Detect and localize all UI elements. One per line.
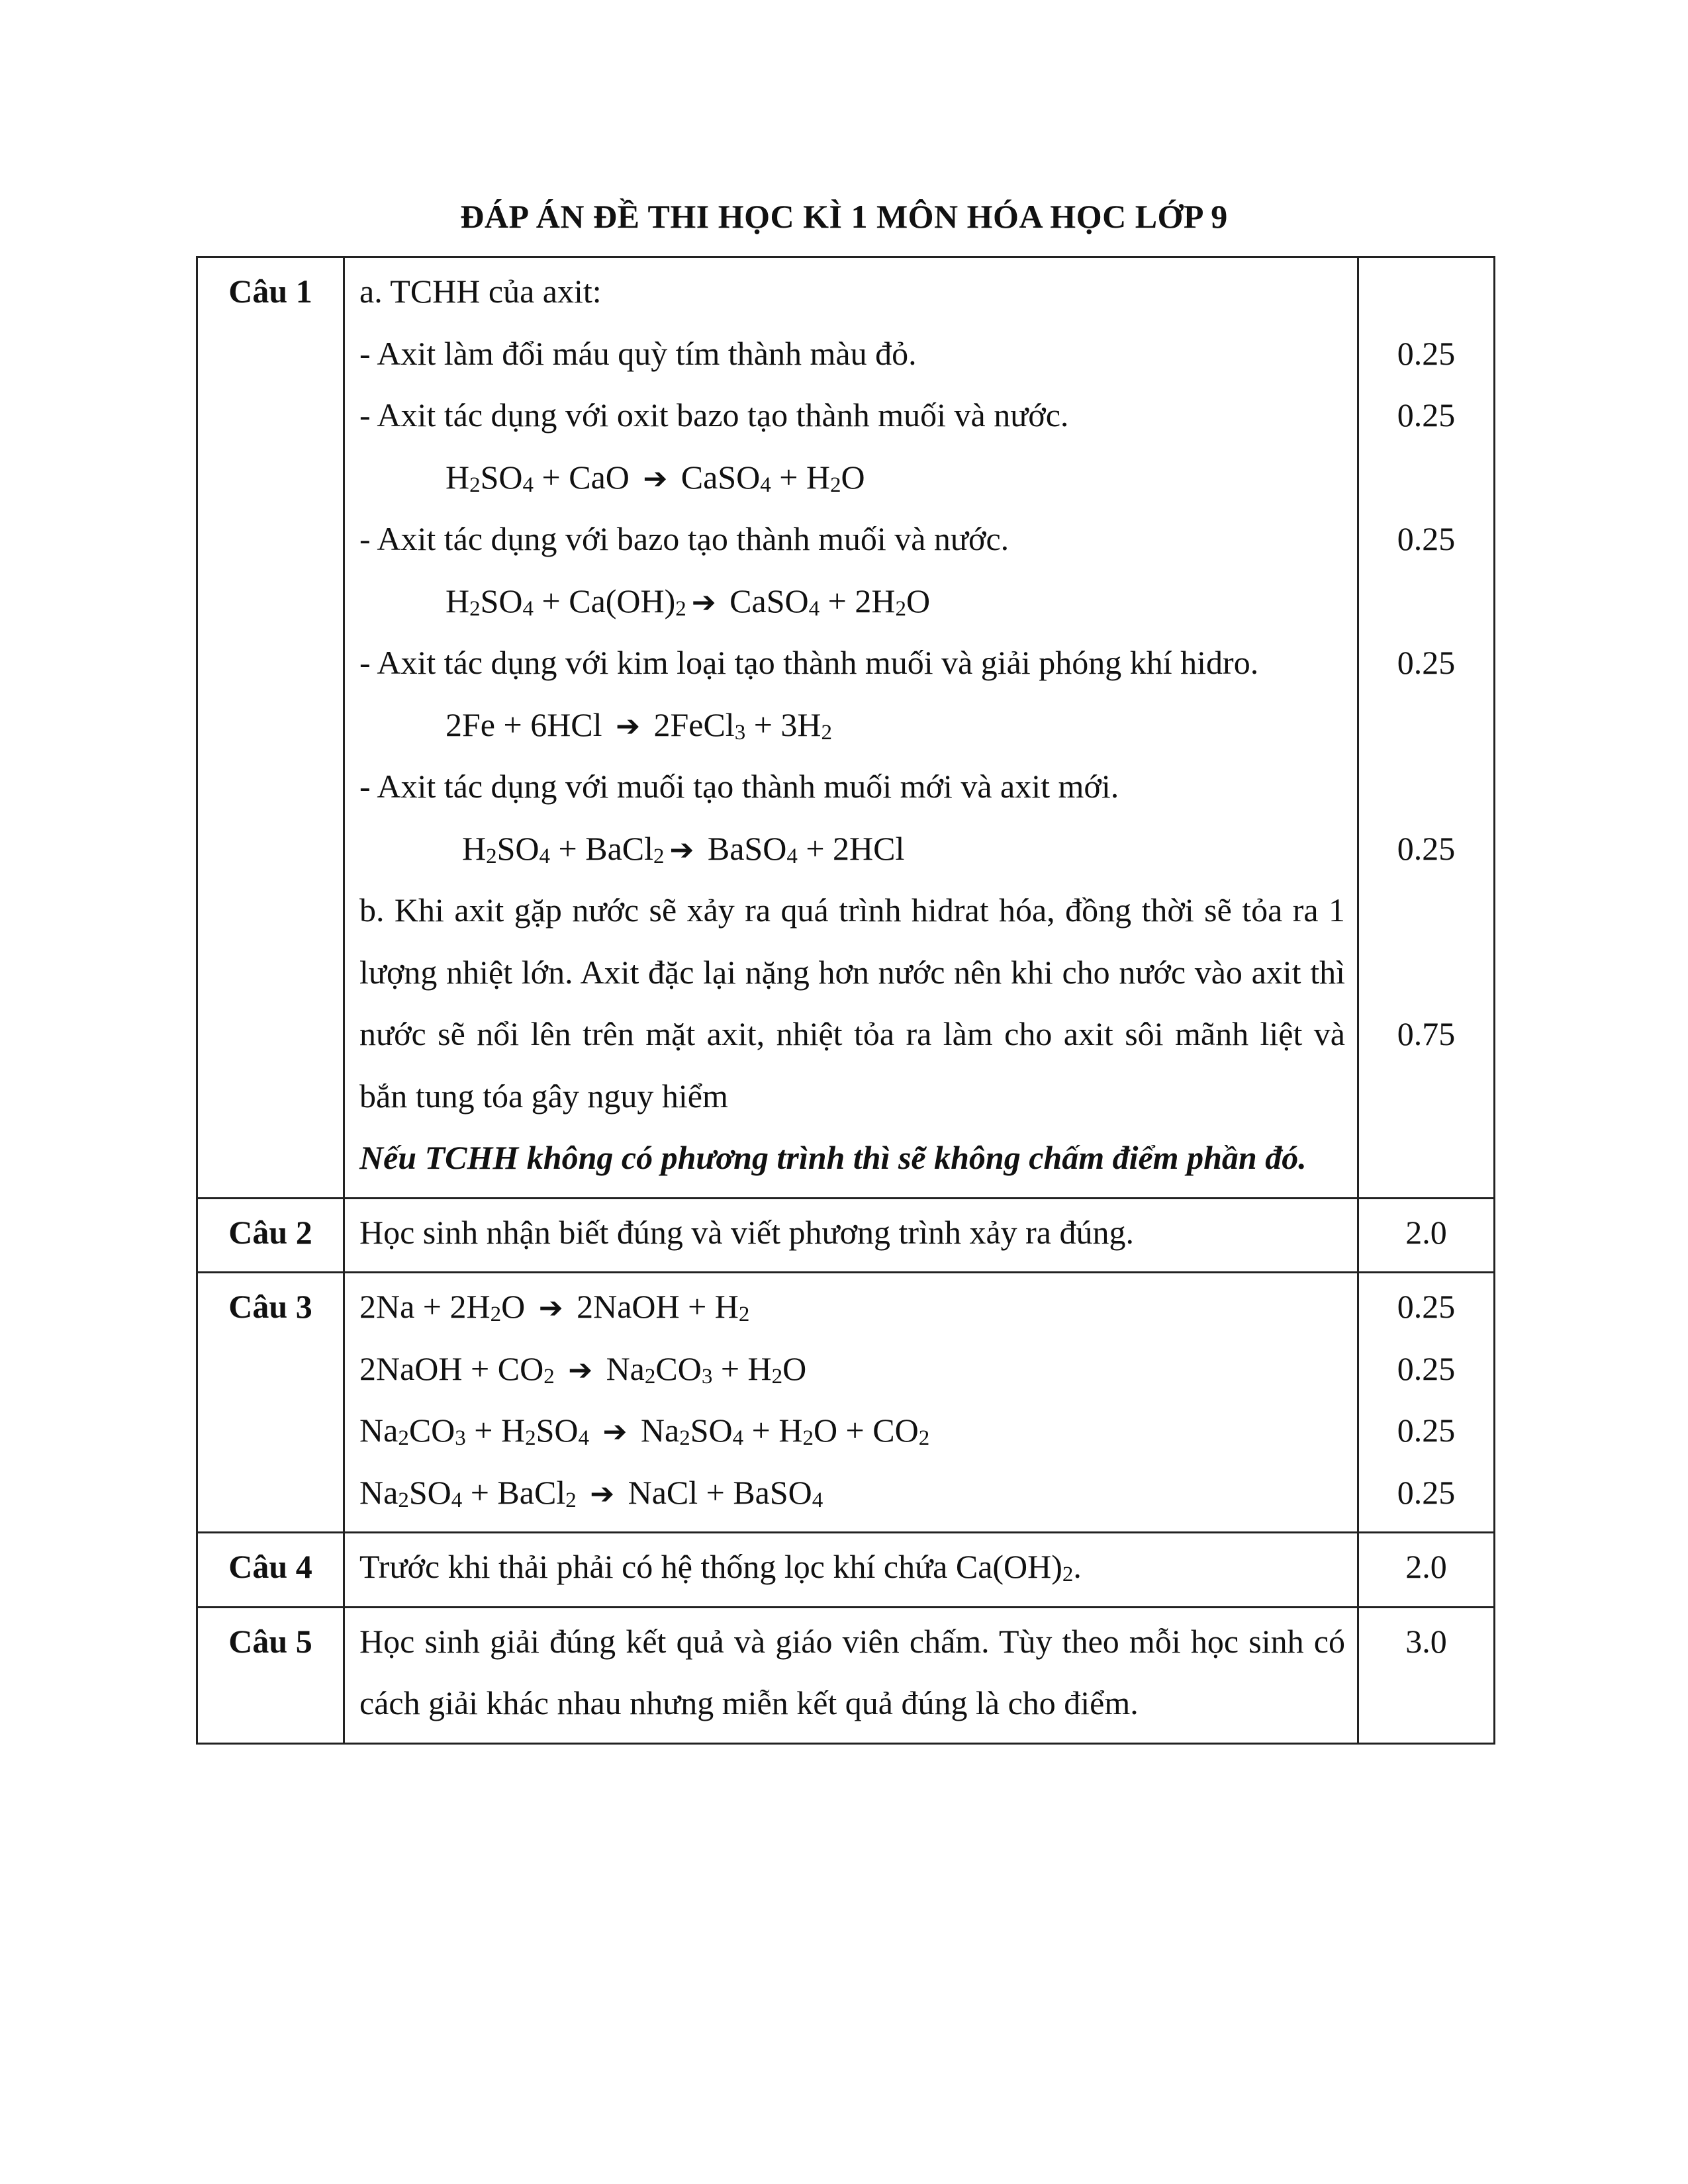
property-line: - Axit tác dụng với oxit bazo tạo thành muối và nước. <box>359 396 1069 433</box>
answer-text: Học sinh giải đúng kết quả và giáo viên chấm. Tùy theo mỗi học sinh có cách giải khác nhau nhưng miễn kết quả đúng là cho điểm. <box>359 1622 1345 1721</box>
points: 0.25 <box>1397 1349 1456 1387</box>
arrow-icon: ➔ <box>643 461 668 496</box>
page-title: ĐÁP ÁN ĐỀ THI HỌC KÌ 1 MÔN HÓA HỌC LỚP 9 <box>460 198 1228 235</box>
property-line: - Axit làm đổi máu quỳ tím thành màu đỏ. <box>359 334 917 372</box>
equation: $H_2SO_4$ + BaCl$_2$ ➔ BaSO$_4$ + 2HCl <box>462 829 905 868</box>
answer-table <box>196 256 1495 1745</box>
points-column <box>1358 1198 1495 1273</box>
arrow-icon: ➔ <box>568 1353 593 1387</box>
arrow-icon: ➔ <box>602 1415 628 1449</box>
table-row-q1 <box>197 257 1495 1199</box>
part-b-text: b. Khi axit gặp nước sẽ xảy ra quá trình hidrat hóa, đồng thời sẽ tỏa ra 1 lượng nhiệt lớn. Axit đặc lại nặng hơn nước nên khi cho nước vào axit thì nước sẽ nổi lên trên mặt axit, nhiệt tỏa ra làm cho axit sôi mãnh liệt và bắn tung tóa gây nguy hiểm <box>359 891 1345 1115</box>
points: 0.25 <box>1397 396 1456 433</box>
question-label: Câu 4 <box>197 1533 344 1608</box>
answer-body <box>344 1533 1358 1608</box>
answer-body <box>344 257 1358 1199</box>
arrow-icon: ➔ <box>590 1477 615 1511</box>
answer-body <box>344 1607 1358 1743</box>
equation: $H_2SO_4$ + CaO ➔ CaSO$_4$ + $H_2O$ <box>445 458 865 497</box>
points: 0.25 <box>1397 520 1456 557</box>
equation: 2Fe + 6HCl ➔ 2FeCl$_3$ + $3H_2$ <box>445 705 832 745</box>
points: 0.75 <box>1397 1015 1456 1052</box>
answer-text: Học sinh nhận biết đúng và viết phương trình xảy ra đúng. <box>359 1213 1134 1251</box>
property-line: - Axit tác dụng với bazo tạo thành muối và nước. <box>359 520 1009 557</box>
table-row-q4 <box>197 1533 1495 1608</box>
points: 2.0 <box>1405 1213 1447 1251</box>
answer-body <box>344 1273 1358 1533</box>
points: 0.25 <box>1397 1412 1456 1449</box>
equation: $Na_2SO_4$ + BaCl$_2$ ➔ NaCl + BaSO$_4$ <box>359 1473 823 1512</box>
question-label: Câu 5 <box>197 1607 344 1743</box>
points: 0.25 <box>1397 829 1456 867</box>
points-column <box>1358 257 1495 1199</box>
heading-a: a. TCHH của axit: <box>359 273 602 310</box>
grading-note: Nếu TCHH không có phương trình thì sẽ không chấm điểm phần đó. <box>359 1139 1307 1176</box>
answer-text: Trước khi thải phải có hệ thống lọc khí chứa $Ca(OH)_2$. <box>359 1548 1082 1586</box>
points-column <box>1358 1607 1495 1743</box>
arrow-icon: ➔ <box>669 833 694 867</box>
points: 0.25 <box>1397 644 1456 681</box>
points: 3.0 <box>1405 1622 1447 1660</box>
points: 0.25 <box>1397 1473 1456 1511</box>
equation: $2Na + 2H_2O$ ➔ 2NaOH + $H_2$ <box>359 1288 750 1326</box>
arrow-icon: ➔ <box>538 1291 563 1325</box>
points-column <box>1358 1533 1495 1608</box>
table-row-q2 <box>197 1198 1495 1273</box>
points-column <box>1358 1273 1495 1533</box>
table-row-q3 <box>197 1273 1495 1533</box>
points: 0.25 <box>1397 334 1456 372</box>
answer-body <box>344 1198 1358 1273</box>
equation: 2NaOH + $CO_2$ ➔ $Na_2CO_3 + H_2O$ <box>359 1349 807 1388</box>
arrow-icon: ➔ <box>616 709 640 743</box>
question-label: Câu 3 <box>197 1273 344 1533</box>
points: 0.25 <box>1397 1288 1456 1325</box>
question-label: Câu 2 <box>197 1198 344 1273</box>
question-label: Câu 1 <box>197 257 344 1199</box>
arrow-icon: ➔ <box>691 585 716 619</box>
property-line: - Axit tác dụng với kim loại tạo thành muối và giải phóng khí hidro. <box>359 644 1259 681</box>
points: 2.0 <box>1405 1548 1447 1585</box>
equation: $Na_2CO_3 + H_2SO_4$ ➔ $Na_2SO_4 + H_2O + CO_2$ <box>359 1412 930 1450</box>
table-row-q5 <box>197 1607 1495 1743</box>
property-line: - Axit tác dụng với muối tạo thành muối mới và axit mới. <box>359 768 1119 805</box>
equation: $H_2SO_4 + Ca(OH)_2$ ➔ CaSO$_4$ + $2H_2O$ <box>445 582 931 621</box>
